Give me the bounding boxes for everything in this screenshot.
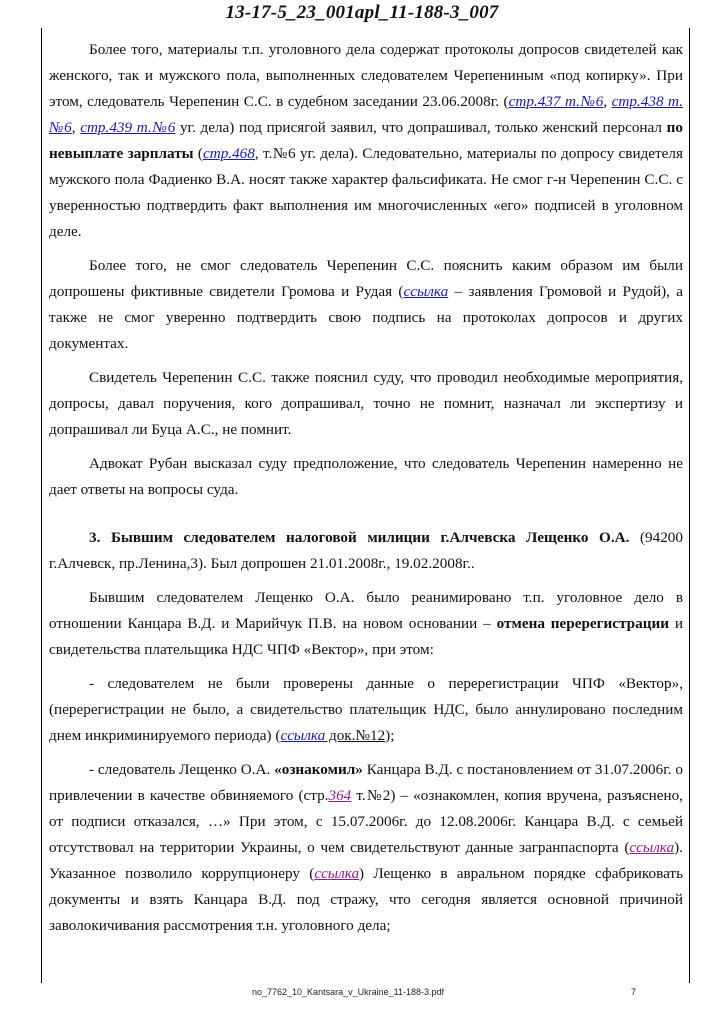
text-span: Более того, не смог следователь Черепенин С.С. пояснить каким образом им были допрошены фиктивные свидетели Громова и Рудая ( [49, 257, 683, 300]
text-span: , т.№6 уг. дела). Следовательно, материалы по допросу свидетеля мужского пола Фадиенко В.А. носят также характер фальсификата. Не смог г-н Черепенин С.С. с уверенностью подтвердить факт выполнения им многочисленных «его» подписей в уголовном деле. [49, 145, 683, 240]
bold-phrase: по невыплате зарплаты [49, 119, 684, 162]
link-doc12[interactable]: ссылка [280, 727, 326, 744]
link-p438[interactable]: стр.438 т.№6 [49, 93, 684, 136]
bold-phrase: «ознакомил» [274, 761, 363, 778]
bullet-familiarized [49, 757, 683, 939]
text-span: (94200 г.Алчевск, пр.Ленина,3). Был допрошен 21.01.2008г., 19.02.2008г.. [49, 529, 683, 572]
text-span: Бывшим следователем Лещенко О.А. было реанимировано т.п. уголовное дело в отношении Канцара В.Д. и Марийчук П.В. на новом основании – [49, 589, 683, 632]
link-p439[interactable]: стр.439 т.№6 [80, 119, 176, 136]
link-corrupt[interactable]: ссылка [314, 865, 360, 882]
text-span: – заявления Громовой и Рудой), а также не смог уверенно подтвердить свою подпись на протоколах допросов и других документах. [49, 283, 683, 352]
paragraph-advocate-ruban: Адвокат Рубан высказал суду предположение, что следователь Черепенин намеренно не дает ответы на вопросы суда. [49, 455, 683, 498]
link-doc12-suffix: док.№12 [325, 727, 386, 744]
page-header: 13-17-5_23_001apl_11-188-3_007 [225, 2, 499, 23]
text-span: - следователь Лещенко О.А. [89, 761, 275, 778]
text-span: ). Указанное позволило коррупционеру ( [49, 839, 683, 882]
text-span: , [603, 93, 612, 110]
section-3-heading [49, 525, 683, 577]
text-span: и свидетельства плательщика НДС ЧПФ «Вектор», при этом: [49, 615, 683, 658]
text-span: ( [193, 145, 203, 162]
right-border-line [689, 28, 690, 983]
section-title: 3. Бывшим следователем налоговой милиции г.Алчевска Лещенко О.А. [89, 529, 630, 546]
text-span: Более того, материалы т.п. уголовного дела содержат протоколы допросов свидетелей как женского, так и мужского пола, выполненных следователем Черепениным «под копирку». При этом, следователь Черепенин С.С. в судебном заседании 23.06.2008г. ( [49, 41, 683, 110]
footer-filename: no_7762_10_Kantsara_v_Ukraine_11-188-3.pdf [252, 987, 444, 997]
left-border-line [41, 28, 42, 983]
text-span: т.№2) – «ознакомлен, копия вручена, разъяснено, от подписи отказался, …» При этом, с 15.07.2006г. до 12.08.2006г. Канцара В.Д. с семьей отсутствовал на территории Украины, о чем свидетельствуют данные загранпаспорта ( [49, 787, 683, 856]
paragraph-witness-cherepenin: Свидетель Черепенин С.С. также пояснил суду, что проводил необходимые мероприятия, допросы, давал поручения, кого допрашивал, точно не помнит, назначал ли экспертизу и допрашивал ли Буца А.С., не помнит. [49, 369, 683, 438]
link-p437[interactable]: стр.437 т.№6 [508, 93, 604, 110]
link-passport[interactable]: ссылка [629, 839, 675, 856]
text-span: , [71, 119, 81, 136]
text-span: - следователем не были проверены данные о перерегистрации ЧПФ «Вектор», (перерегистрации не было, а свидетельство плательщик НДС, было аннулировано последним днем инкриминируемого периода) ( [49, 675, 683, 744]
paragraph-fictitious-witnesses [49, 253, 683, 357]
bold-phrase: отмена перерегистрации [496, 615, 669, 632]
text-span: уг. дела) под присягой заявил, что допрашивал, только женский персонал [175, 119, 667, 136]
paragraph-leshchenko-reanimated [49, 585, 683, 663]
link-statements[interactable]: ссылка [403, 283, 449, 300]
link-p468[interactable]: стр.468 [202, 145, 255, 162]
page-number: 7 [631, 987, 637, 997]
bullet-reregistration [49, 671, 683, 749]
link-p364[interactable]: 364 [328, 787, 352, 804]
text-span: Канцара В.Д. с постановлением от 31.07.2006г. о привлечении в качестве обвиняемого (стр. [49, 761, 683, 804]
paragraph-cherepenin-protocols [49, 37, 683, 245]
text-span: ); [385, 727, 395, 744]
text-span: ) Лещенко в авральном порядке сфабриковать документы и взять Канцара В.Д. под стражу, что сегодня является основной причиной заволокичивания рассмотрения т.н. уголовного дела; [49, 865, 683, 934]
document-body [49, 37, 683, 947]
